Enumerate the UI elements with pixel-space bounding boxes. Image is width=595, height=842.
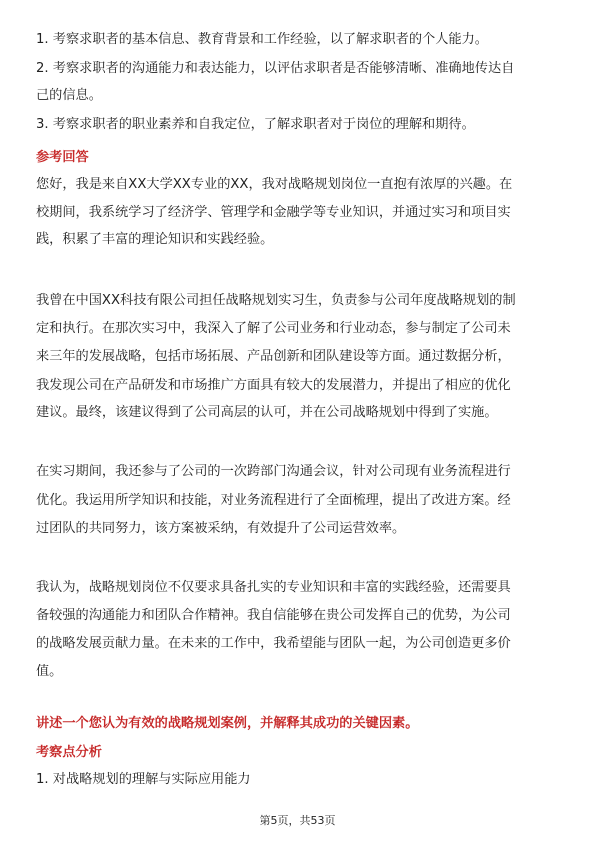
text-line: 践，积累了丰富的理论知识和实践经验。: [36, 232, 274, 247]
text-line: 1. 考察求职者的基本信息、教育背景和工作经验，以了解求职者的个人能力。: [36, 32, 488, 47]
text-line: 己的信息。: [36, 88, 102, 103]
text-line: 优化。我运用所学知识和技能，对业务流程进行了全面梳理，提出了改进方案。经: [36, 493, 511, 508]
text-line: 1. 对战略规划的理解与实际应用能力: [36, 772, 251, 787]
text-line: 我曾在中国XX科技有限公司担任战略规划实习生，负责参与公司年度战略规划的制: [36, 293, 516, 308]
text-line: 我发现公司在产品研发和市场推广方面具有较大的发展潜力，并提出了相应的优化: [36, 378, 511, 393]
text-line: 校期间，我系统学习了经济学、管理学和金融学等专业知识，并通过实习和项目实: [36, 205, 511, 220]
section-heading: 考察点分析: [36, 745, 102, 760]
text-line: 定和执行。在那次实习中，我深入了解了公司业务和行业动态，参与制定了公司未: [36, 321, 511, 336]
text-line: 备较强的沟通能力和团队合作精神。我自信能够在贵公司发挥自己的优势，为公司: [36, 608, 511, 623]
text-line: 的战略发展贡献力量。在未来的工作中，我希望能与团队一起，为公司创造更多价: [36, 636, 511, 651]
text-line: 过团队的共同努力，该方案被采纳，有效提升了公司运营效率。: [36, 521, 406, 536]
text-line: 建议。最终，该建议得到了公司高层的认可，并在公司战略规划中得到了实施。: [36, 405, 498, 420]
text-line: 3. 考察求职者的职业素养和自我定位，了解求职者对于岗位的理解和期待。: [36, 117, 475, 132]
text-line: 您好，我是来自XX大学XX专业的XX，我对战略规划岗位一直抱有浓厚的兴趣。在: [36, 177, 513, 192]
text-line: 来三年的发展战略，包括市场拓展、产品创新和团队建设等方面。通过数据分析，: [36, 349, 511, 364]
text-line: 在实习期间，我还参与了公司的一次跨部门沟通会议，针对公司现有业务流程进行: [36, 464, 511, 479]
page-number: 第5页，共53页: [259, 814, 336, 827]
question-heading: 讲述一个您认为有效的战略规划案例，并解释其成功的关键因素。: [36, 716, 419, 731]
text-line: 2. 考察求职者的沟通能力和表达能力，以评估求职者是否能够清晰、准确地传达自: [36, 61, 515, 76]
section-heading: 参考回答: [36, 150, 89, 165]
text-line: 值。: [36, 664, 63, 679]
text-line: 我认为，战略规划岗位不仅要求具备扎实的专业知识和丰富的实践经验，还需要具: [36, 580, 511, 595]
